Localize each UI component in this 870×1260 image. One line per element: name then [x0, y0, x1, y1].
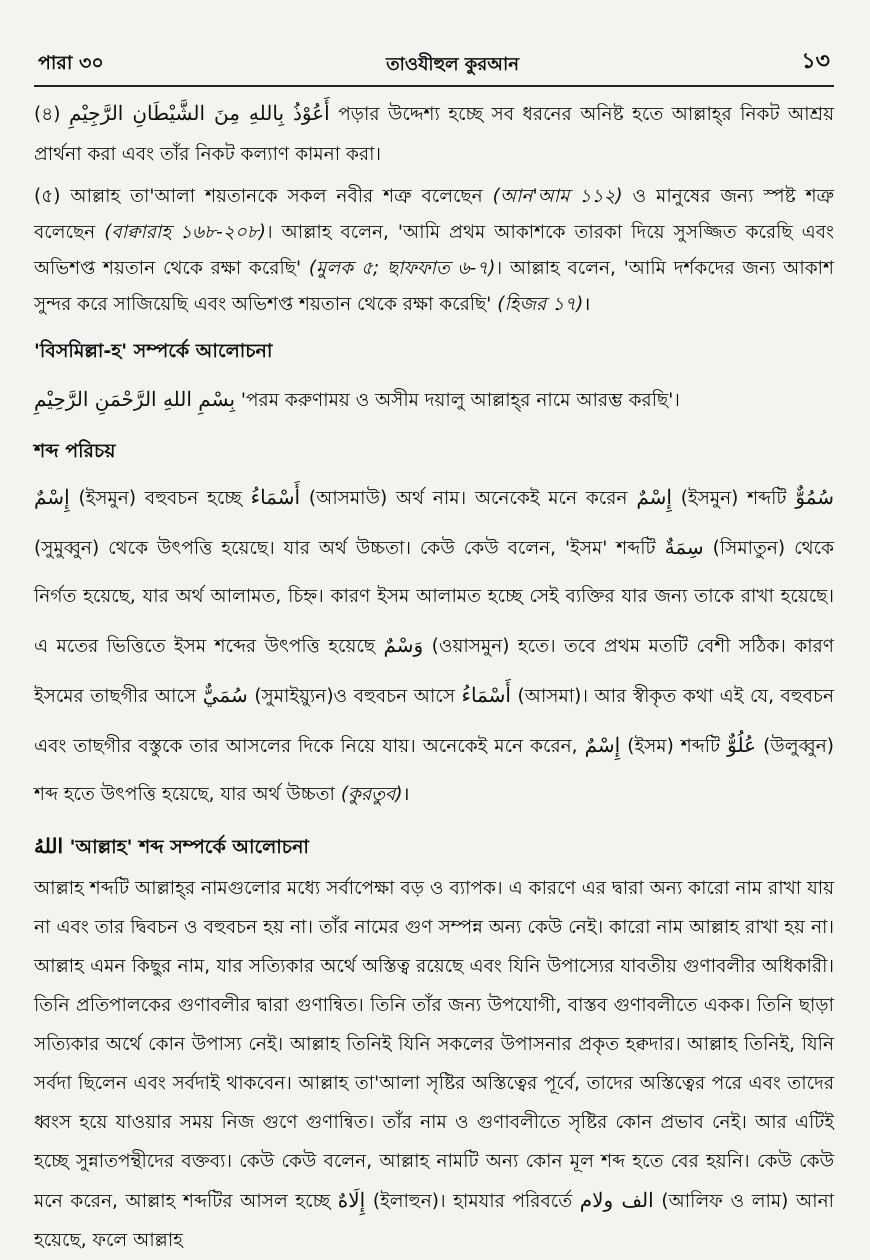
- reference: (বাক্বারাহ ১৬৮-২০৮): [104, 222, 267, 243]
- page-header: [34, 44, 834, 87]
- arabic-word: سِمَةٌ: [664, 535, 704, 559]
- page: [34, 44, 834, 1260]
- text-span: (উলুব্বুন) শব্দ হতে উৎপত্তি হয়েছে, যার অর্থ উচ্চতা: [34, 736, 834, 805]
- arabic-word: عُلُوٌّ: [727, 733, 757, 757]
- word-intro-paragraph: [34, 473, 834, 819]
- text-span: (ওয়াসমুন) হতে। তবে প্রথম মতটি বেশী সঠিক। কারণ ইসমের তাছগীর আসে: [34, 636, 834, 707]
- paragraph-5: [34, 179, 834, 323]
- translation: 'পরম করুণাময় ও অসীম দয়ালু আল্লাহ্‌র নামে আরম্ভ করছি'।: [240, 390, 680, 411]
- text-span: । আল্লাহ বলেন, 'আমি প্রথম আকাশকে তারকা দিয়ে সুসজ্জিত করেছি এবং অভিশপ্ত শয়তান থেকে রক্ষা করেছি': [34, 222, 834, 279]
- arabic-word: إِسْمٌ: [636, 485, 672, 509]
- book-title: তাওযীহুল কুরআন: [386, 54, 519, 75]
- text-span: (৫) আল্লাহ তা'আলা শয়তানকে সকল নবীর শত্রু বলেছেন: [34, 186, 483, 207]
- arabic-word: اللهُ: [34, 834, 63, 858]
- section-heading-word-intro: শব্দ পরিচয়: [34, 440, 116, 462]
- arabic-word: وَسْمٌ: [383, 633, 424, 657]
- text-span: (আলিফ ও লাম) আনা হয়েছে, ফলে আল্লাহ: [34, 1191, 835, 1251]
- paragraph-text: পড়ার উদ্দেশ্য হচ্ছে সব ধরনের অনিষ্ট হতে আল্লাহ্‌র নিকট আশ্রয় প্রার্থনা করা এবং তাঁর নিকট কল্যাণ কামনা করা।: [34, 104, 834, 165]
- section-heading-bismillah: 'বিসমিল্লা-হ' সম্পর্কে আলোচনা: [34, 340, 273, 362]
- text-span: (ইসমুন) বহুবচন হচ্ছে: [78, 488, 242, 509]
- arabic-phrase: بِسْمِ اللهِ الرَّحْمَنِ الرَّحِيْمِ: [34, 387, 236, 411]
- text-span: (ইলাহুন)। হামযার পরিবর্তে: [372, 1191, 573, 1212]
- para-number: পারা ৩০: [38, 52, 104, 74]
- bismillah-line: [34, 377, 834, 423]
- reference: (কুরতুব): [340, 784, 403, 805]
- text-span: (সিমাতুন) থেকে নির্গত হয়েছে, যার অর্থ আলামত, চিহ্ন। কারণ ইসম আলামত হচ্ছে সেই ব্যক্তির যার জন্য তাকে রাখা হয়েছে। এ মতের ভিত্তিতে ইসম শব্দের উৎপত্তি হয়েছে: [34, 538, 834, 657]
- paragraph-4: [34, 93, 834, 175]
- text-span: ।: [402, 784, 410, 805]
- arabic-word: أَسْمَاءُ: [461, 683, 511, 707]
- heading-text: 'আল্লাহ' শব্দ সম্পর্কে আলোচনা: [69, 836, 309, 858]
- arabic-word: إِسْمٌ: [584, 733, 621, 757]
- reference: (মুলক ৫; ছাফফাত ৬-৭): [308, 258, 496, 279]
- text-span: (আসমা)। আর স্বীকৃত কথা এই যে, বহুবচন এবং তাছগীর বস্তুকে তার আসলের দিকে নিয়ে যায়। অনেকেই মনে করেন,: [34, 686, 834, 757]
- reference: (আন'আম ১১২): [492, 186, 623, 207]
- arabic-word: الف ولام: [579, 1188, 654, 1212]
- reference: (হিজর ১৭): [497, 294, 584, 315]
- arabic-word: سُمُوٌّ: [795, 485, 835, 509]
- page-number: ১৩: [801, 49, 830, 74]
- arabic-word: إِلَاهٌ: [337, 1188, 366, 1212]
- section-heading-allah: [34, 833, 834, 865]
- arabic-phrase: أَعُوْذُ بِاللهِ مِنَ الشَّيْطَانِ الرَّجِيْمِ: [68, 101, 330, 125]
- arabic-word: سُمَيٌّ: [202, 683, 248, 707]
- text-span: (সুমাইয়্যুন)ও বহুবচন আসে: [254, 686, 455, 707]
- text-span: (আসমাউ) অর্থ নাম। অনেকেই মনে করেন: [308, 488, 628, 509]
- text-span: । আল্লাহ বলেন, 'আমি দর্শকদের জন্য আকাশ সুন্দর করে সাজিয়েছি এবং অভিশপ্ত শয়তান থেকে রক্ষা করেছি': [34, 258, 834, 315]
- arabic-word: إِسْمٌ: [34, 485, 70, 509]
- text-span: (ইসম) শব্দটি: [627, 736, 721, 757]
- allah-paragraph: [34, 869, 834, 1260]
- text-span: আল্লাহ শব্দটি আল্লাহ্‌র নামগুলোর মধ্যে সর্বাপেক্ষা বড় ও ব্যাপক। এ কারণে এর দ্বারা অন্য কারো নাম রাখা যায় না এবং তার দ্বিবচন ও বহুবচন হয় না। তাঁর নামের গুণ সম্পন্ন অন্য কেউ নেই। কারো নাম আল্লাহ রাখা হয় না। আল্লাহ এমন কিছুর নাম, যার সত্যিকার অর্থে অস্তিত্ব রয়েছে এবং যিনি উপাস্যের যাবতীয় গুণাবলীর অধিকারী। তিনি প্রতিপালকের গুণাবলীর দ্বারা গুণান্বিত। তিনি তাঁর জন্য উপযোগী, বাস্তব গুণাবলীতে একক। তিনি ছাড়া সত্যিকার অর্থে কোন উপাস্য নেই। আল্লাহ তিনিই যিনি সকলের উপাসনার প্রকৃত হক্বদার। আল্লাহ তিনিই, যিনি সর্বদা ছিলেন এবং সর্বদাই থাকবেন। আল্লাহ তা'আলা সৃষ্টির অস্তিত্বের পূর্বে, তাদের অস্তিত্বের পরে এবং তাদের ধ্বংস হয়ে যাওয়ার সময় নিজ গুণে গুণান্বিত। তাঁর নাম ও গুণাবলীতে সৃষ্টির কোন প্রভাব নেই। আর এটিই হচ্ছে সুন্নাতপন্থীদের বক্তব্য। কেউ কেউ বলেন, আল্লাহ নামটি অন্য কোন মূল শব্দ হতে বের হয়নি। কেউ কেউ মনে করেন, আল্লাহ শব্দটির আসল হচ্ছে: [34, 878, 834, 1212]
- paragraph-number: (৪): [34, 104, 61, 125]
- text-span: ও মানুষের জন্য স্পষ্ট শত্রু বলেছেন: [34, 186, 834, 243]
- arabic-word: أَسْمَاءُ: [250, 485, 301, 509]
- text-span: ।: [583, 294, 591, 315]
- text-span: (ইসমুন) শব্দটি: [680, 488, 787, 509]
- text-span: (সুমুব্বুন) থেকে উৎপত্তি হয়েছে। যার অর্থ উচ্চতা। কেউ কেউ বলেন, 'ইসম' শব্দটি: [34, 538, 656, 559]
